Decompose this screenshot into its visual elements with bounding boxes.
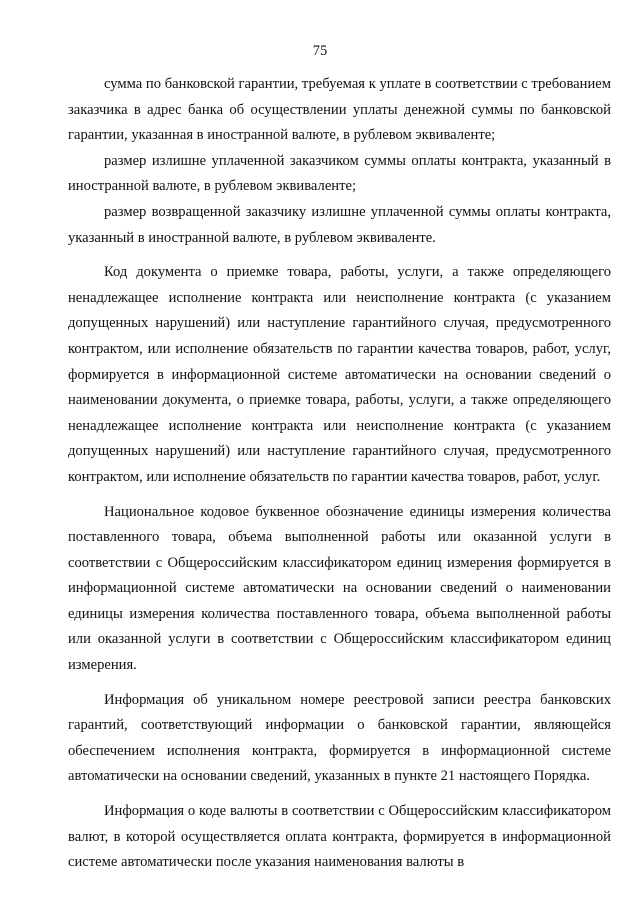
page-number: 75 xyxy=(312,43,328,59)
paragraph-currency-code: Информация о коде валюты в соответствии с Общероссийским классификатором валют, в которой осуществляется оплата контракта, формируется в информационной системе автоматически после указания наименования валюты в xyxy=(68,803,611,871)
paragraph-overpaid-amount: размер излишне уплаченной заказчиком суммы оплаты контракта, указанный в иностранной валюте, в рублевом эквиваленте; xyxy=(68,152,611,195)
paragraph-returned-amount: размер возвращенной заказчику излишне уплаченной суммы оплаты контракта, указанный в иностранной валюте, в рублевом эквиваленте. xyxy=(68,203,611,246)
paragraph-guarantee-registry-number: Информация об уникальном номере реестровой записи реестра банковских гарантий, соответствующий информации о банковской гарантии, являющейся обеспечением исполнения контракта, формируется в информационной системе автоматически на основании сведений, указанных в пункте 21 настоящего Порядка. xyxy=(68,691,611,785)
paragraph-unit-code: Национальное кодовое буквенное обозначение единицы измерения количества поставленного товара, объема выполненной работы или оказанной услуги в соответствии с Общероссийским классификатором единиц измерения формируется в информационной системе автоматически на основании сведений о наименовании единицы измерения количества поставленного товара, объема выполненной работы или оказанной услуги в соответствии с Общероссийским классификатором единиц измерения. xyxy=(68,503,611,674)
paragraph-acceptance-document-code: Код документа о приемке товара, работы, услуги, а также определяющего ненадлежащее исполнение контракта или неисполнение контракта (с указанием допущенных нарушений) или наступление гарантийного случая, предусмотренного контрактом, или исполнение обязательств по гарантии качества товаров, работ, услуг, формируется в информационной системе автоматически на основании сведений о наименовании документа, о приемке товара, работы, услуги, а также определяющего ненадлежащее исполнение контракта или неисполнение контракта (с указанием допущенных нарушений) или наступление гарантийного случая, предусмотренного контрактом, или исполнение обязательств по гарантии качества товаров, работ, услуг. xyxy=(68,264,611,485)
document-body xyxy=(68,72,611,876)
paragraph-guarantee-sum: сумма по банковской гарантии, требуемая к уплате в соответствии с требованием заказчика в адрес банка об осуществлении уплаты денежной суммы по банковской гарантии, указанная в иностранной валюте, в рублевом эквиваленте; xyxy=(68,76,611,144)
